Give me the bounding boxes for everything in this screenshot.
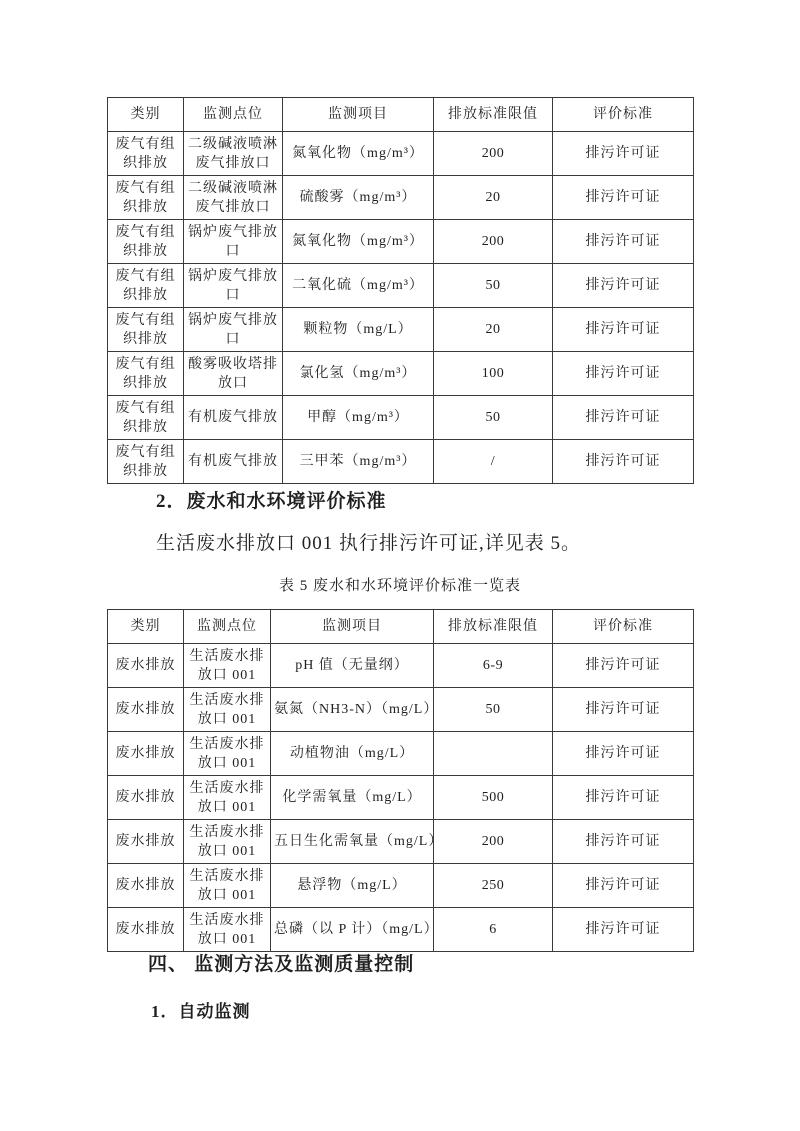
- column-header: 监测项目: [271, 610, 434, 644]
- table-cell: 甲醇（mg/m³）: [283, 396, 434, 440]
- table-cell: 50: [434, 396, 553, 440]
- table-cell: 排污许可证: [553, 644, 694, 688]
- table-cell: 排污许可证: [553, 732, 694, 776]
- column-header: 监测项目: [283, 98, 434, 132]
- table-cell: 50: [434, 264, 553, 308]
- table-cell: 三甲苯（mg/m³）: [283, 440, 434, 484]
- table-cell: 200: [434, 220, 553, 264]
- table-cell: 6-9: [434, 644, 553, 688]
- table-cell: 二级碱液喷淋废气排放口: [184, 132, 283, 176]
- table-cell: 废气有组织排放: [108, 308, 184, 352]
- column-header: 评价标准: [553, 610, 694, 644]
- waste-gas-standards-table: [107, 97, 694, 484]
- table-cell: 废水排放: [108, 732, 184, 776]
- table-row: [108, 688, 694, 732]
- table-row: [108, 644, 694, 688]
- table-cell: 排污许可证: [553, 440, 694, 484]
- table-cell: 排污许可证: [553, 308, 694, 352]
- table-cell: 废气有组织排放: [108, 352, 184, 396]
- column-header: 排放标准限值: [434, 98, 553, 132]
- table-cell: 排污许可证: [553, 220, 694, 264]
- table-cell: 有机废气排放: [184, 396, 283, 440]
- table-cell: 排污许可证: [553, 776, 694, 820]
- header-row: [108, 610, 694, 644]
- table-cell: 废水排放: [108, 864, 184, 908]
- table-cell: pH 值（无量纲）: [271, 644, 434, 688]
- table-cell: 500: [434, 776, 553, 820]
- table-row: [108, 396, 694, 440]
- table-cell: 总磷（以 P 计）（mg/L）: [271, 908, 434, 952]
- table-cell: 颗粒物（mg/L）: [283, 308, 434, 352]
- table-cell: 20: [434, 176, 553, 220]
- table-row: [108, 352, 694, 396]
- table-cell: 氮氧化物（mg/m³）: [283, 220, 434, 264]
- table-cell: 排污许可证: [553, 352, 694, 396]
- column-header: 排放标准限值: [434, 610, 553, 644]
- table-cell: 废水排放: [108, 820, 184, 864]
- table-cell: [434, 732, 553, 776]
- table-cell: 生活废水排放口 001: [184, 776, 271, 820]
- table-cell: 废气有组织排放: [108, 396, 184, 440]
- table-row: [108, 864, 694, 908]
- table-cell: 排污许可证: [553, 396, 694, 440]
- table-cell: 100: [434, 352, 553, 396]
- table-cell: 生活废水排放口 001: [184, 732, 271, 776]
- table-cell: 氨氮（NH3-N）（mg/L）: [271, 688, 434, 732]
- table-cell: 生活废水排放口 001: [184, 688, 271, 732]
- table-cell: 锅炉废气排放口: [184, 264, 283, 308]
- table-cell: 200: [434, 132, 553, 176]
- table-row: [108, 732, 694, 776]
- table-cell: 氯化氢（mg/m³）: [283, 352, 434, 396]
- table-cell: 动植物油（mg/L）: [271, 732, 434, 776]
- subsection-heading-automatic-monitoring: 1．自动监测: [151, 1002, 251, 1021]
- table-cell: 废水排放: [108, 688, 184, 732]
- table-row: [108, 908, 694, 952]
- table-cell: 200: [434, 820, 553, 864]
- table-cell: 20: [434, 308, 553, 352]
- table-cell: 排污许可证: [553, 820, 694, 864]
- table-row: [108, 176, 694, 220]
- table-cell: 锅炉废气排放口: [184, 308, 283, 352]
- table-cell: 排污许可证: [553, 864, 694, 908]
- table-cell: 废水排放: [108, 908, 184, 952]
- table-row: [108, 776, 694, 820]
- table-cell: 生活废水排放口 001: [184, 820, 271, 864]
- column-header: 类别: [108, 610, 184, 644]
- table-cell: 有机废气排放: [184, 440, 283, 484]
- table-cell: 废气有组织排放: [108, 176, 184, 220]
- table-cell: /: [434, 440, 553, 484]
- table-cell: 二氧化硫（mg/m³）: [283, 264, 434, 308]
- table-row: [108, 220, 694, 264]
- table-row: [108, 440, 694, 484]
- column-header: 监测点位: [184, 98, 283, 132]
- table-cell: 排污许可证: [553, 908, 694, 952]
- table-cell: 二级碱液喷淋废气排放口: [184, 176, 283, 220]
- table-cell: 锅炉废气排放口: [184, 220, 283, 264]
- table-cell: 废气有组织排放: [108, 440, 184, 484]
- paragraph-wastewater-outlet: 生活废水排放口 001 执行排污许可证,详见表 5。: [156, 533, 582, 554]
- table-cell: 排污许可证: [553, 264, 694, 308]
- table-cell: 排污许可证: [553, 688, 694, 732]
- table-cell: 废气有组织排放: [108, 264, 184, 308]
- column-header: 监测点位: [184, 610, 271, 644]
- table-cell: 废水排放: [108, 776, 184, 820]
- table-cell: 废水排放: [108, 644, 184, 688]
- section-heading-wastewater-standards: 2．废水和水环境评价标准: [156, 491, 387, 512]
- table-cell: 排污许可证: [553, 176, 694, 220]
- table-cell: 氮氧化物（mg/m³）: [283, 132, 434, 176]
- table-row: [108, 264, 694, 308]
- table-cell: 50: [434, 688, 553, 732]
- table-cell: 6: [434, 908, 553, 952]
- section-heading-monitoring-methods: 四、 监测方法及监测质量控制: [148, 954, 415, 975]
- column-header: 评价标准: [553, 98, 694, 132]
- table-row: [108, 308, 694, 352]
- table-cell: 酸雾吸收塔排放口: [184, 352, 283, 396]
- table-row: [108, 820, 694, 864]
- table-cell: 250: [434, 864, 553, 908]
- table-cell: 废气有组织排放: [108, 132, 184, 176]
- table-cell: 悬浮物（mg/L）: [271, 864, 434, 908]
- table-cell: 排污许可证: [553, 132, 694, 176]
- table-cell: 硫酸雾（mg/m³）: [283, 176, 434, 220]
- table-cell: 生活废水排放口 001: [184, 864, 271, 908]
- header-row: [108, 98, 694, 132]
- table-cell: 生活废水排放口 001: [184, 908, 271, 952]
- table-cell: 废气有组织排放: [108, 220, 184, 264]
- column-header: 类别: [108, 98, 184, 132]
- table5-caption: 表 5 废水和水环境评价标准一览表: [278, 578, 521, 594]
- waste-water-standards-table: [107, 609, 694, 952]
- table-row: [108, 132, 694, 176]
- table-cell: 五日生化需氧量（mg/L）: [271, 820, 434, 864]
- table-cell: 生活废水排放口 001: [184, 644, 271, 688]
- table-cell: 化学需氧量（mg/L）: [271, 776, 434, 820]
